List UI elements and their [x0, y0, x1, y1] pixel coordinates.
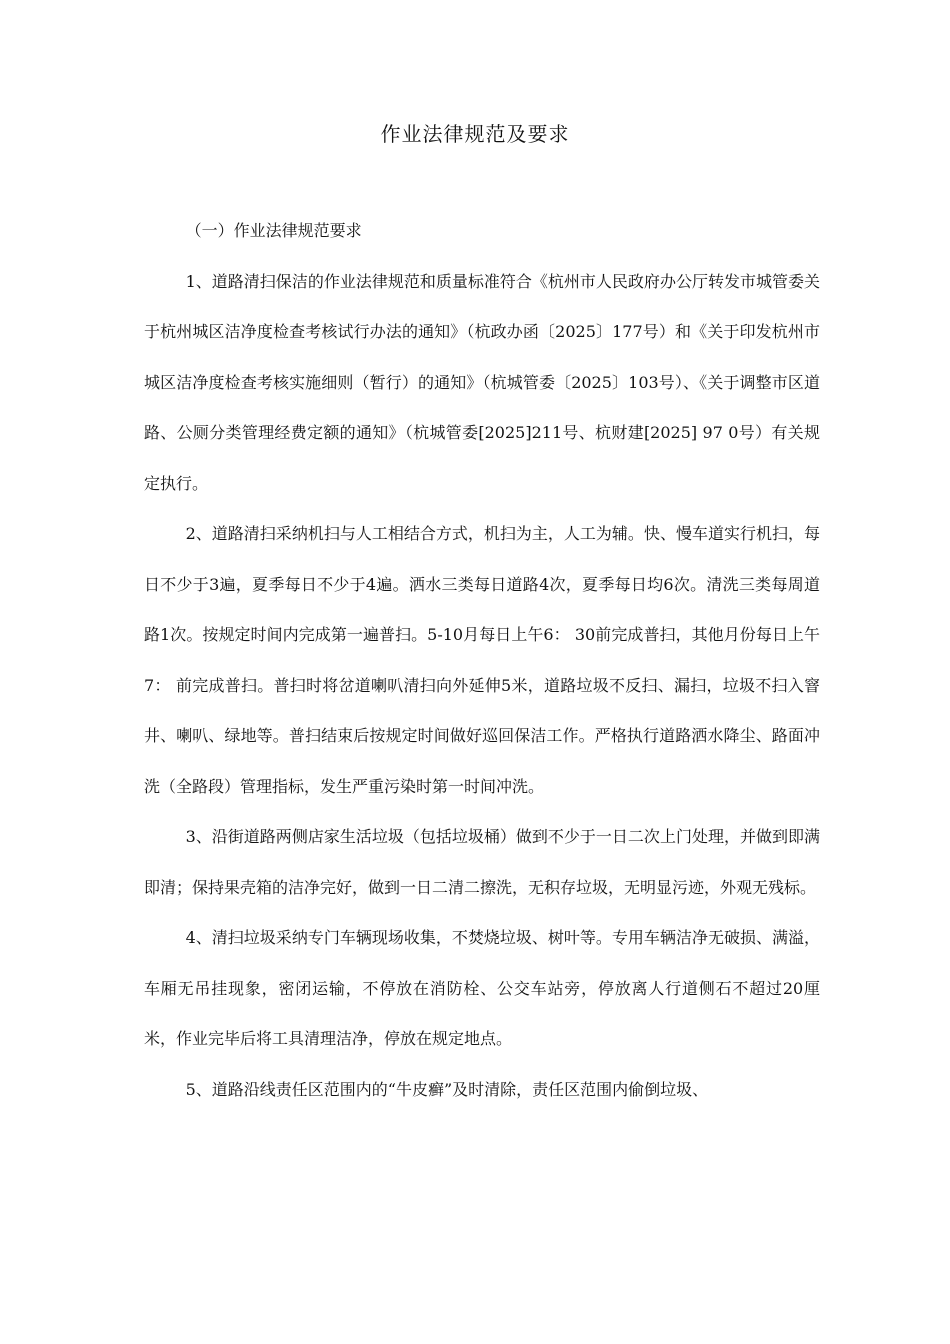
paragraph-1: 1、道路清扫保洁的作业法律规范和质量标准符合《杭州市人民政府办公厅转发市城管委关于杭州城区洁净度检查考核试行办法的通知》（杭政办函〔2025〕177号）和《关于印发杭州市城区洁净度检查考核实施细则（暂行）的通知》（杭城管委〔2025〕103号）、《关于调整市区道路、公厕分类管理经费定额的通知》（杭城管委[2025]211号、杭财建[2025] 97 0号）有关规定执行。	[144, 271, 820, 493]
paragraph-2: 2、道路清扫采纳机扫与人工相结合方式，机扫为主，人工为辅。快、慢车道实行机扫，每日不少于3遍，夏季每日不少于4遍。洒水三类每日道路4次，夏季每日均6次。清洗三类每周道路1次。按规定时间内完成第一遍普扫。5-10月每日上午6： 30前完成普扫，其他月份每日上午7： 前完成普扫。普扫时将岔道喇叭清扫向外延伸5米，道路垃圾不反扫、漏扫，垃圾不扫入窨井、喇叭、绿地等。普扫结束后按规定时间做好巡回保洁工作。严格执行道路洒水降尘、路面冲洗（全路段）管理指标，发生严重污染时第一时间冲洗。	[144, 524, 820, 796]
paragraph-4: 4、清扫垃圾采纳专门车辆现场收集，不焚烧垃圾、树叶等。专用车辆洁净无破损、满溢，车厢无吊挂现象，密闭运输，不停放在消防栓、公交车站旁，停放离人行道侧石不超过20厘米，作业完毕后将工具清理洁净，停放在规定地点。	[144, 928, 820, 1048]
section-heading: （一）作业法律规范要求	[185, 221, 362, 240]
paragraph-5: 5、道路沿线责任区范围内的“牛皮癣”及时清除，责任区范围内偷倒垃圾、	[185, 1079, 709, 1099]
page-title: 作业法律规范及要求	[380, 122, 570, 146]
document-body	[144, 206, 820, 1115]
paragraph-3: 3、沿街道路两侧店家生活垃圾（包括垃圾桶）做到不少于一日二次上门处理，并做到即满即清；保持果壳箱的洁净完好，做到一日二清二擦洗，无积存垃圾，无明显污迹，外观无残标。	[144, 827, 820, 897]
